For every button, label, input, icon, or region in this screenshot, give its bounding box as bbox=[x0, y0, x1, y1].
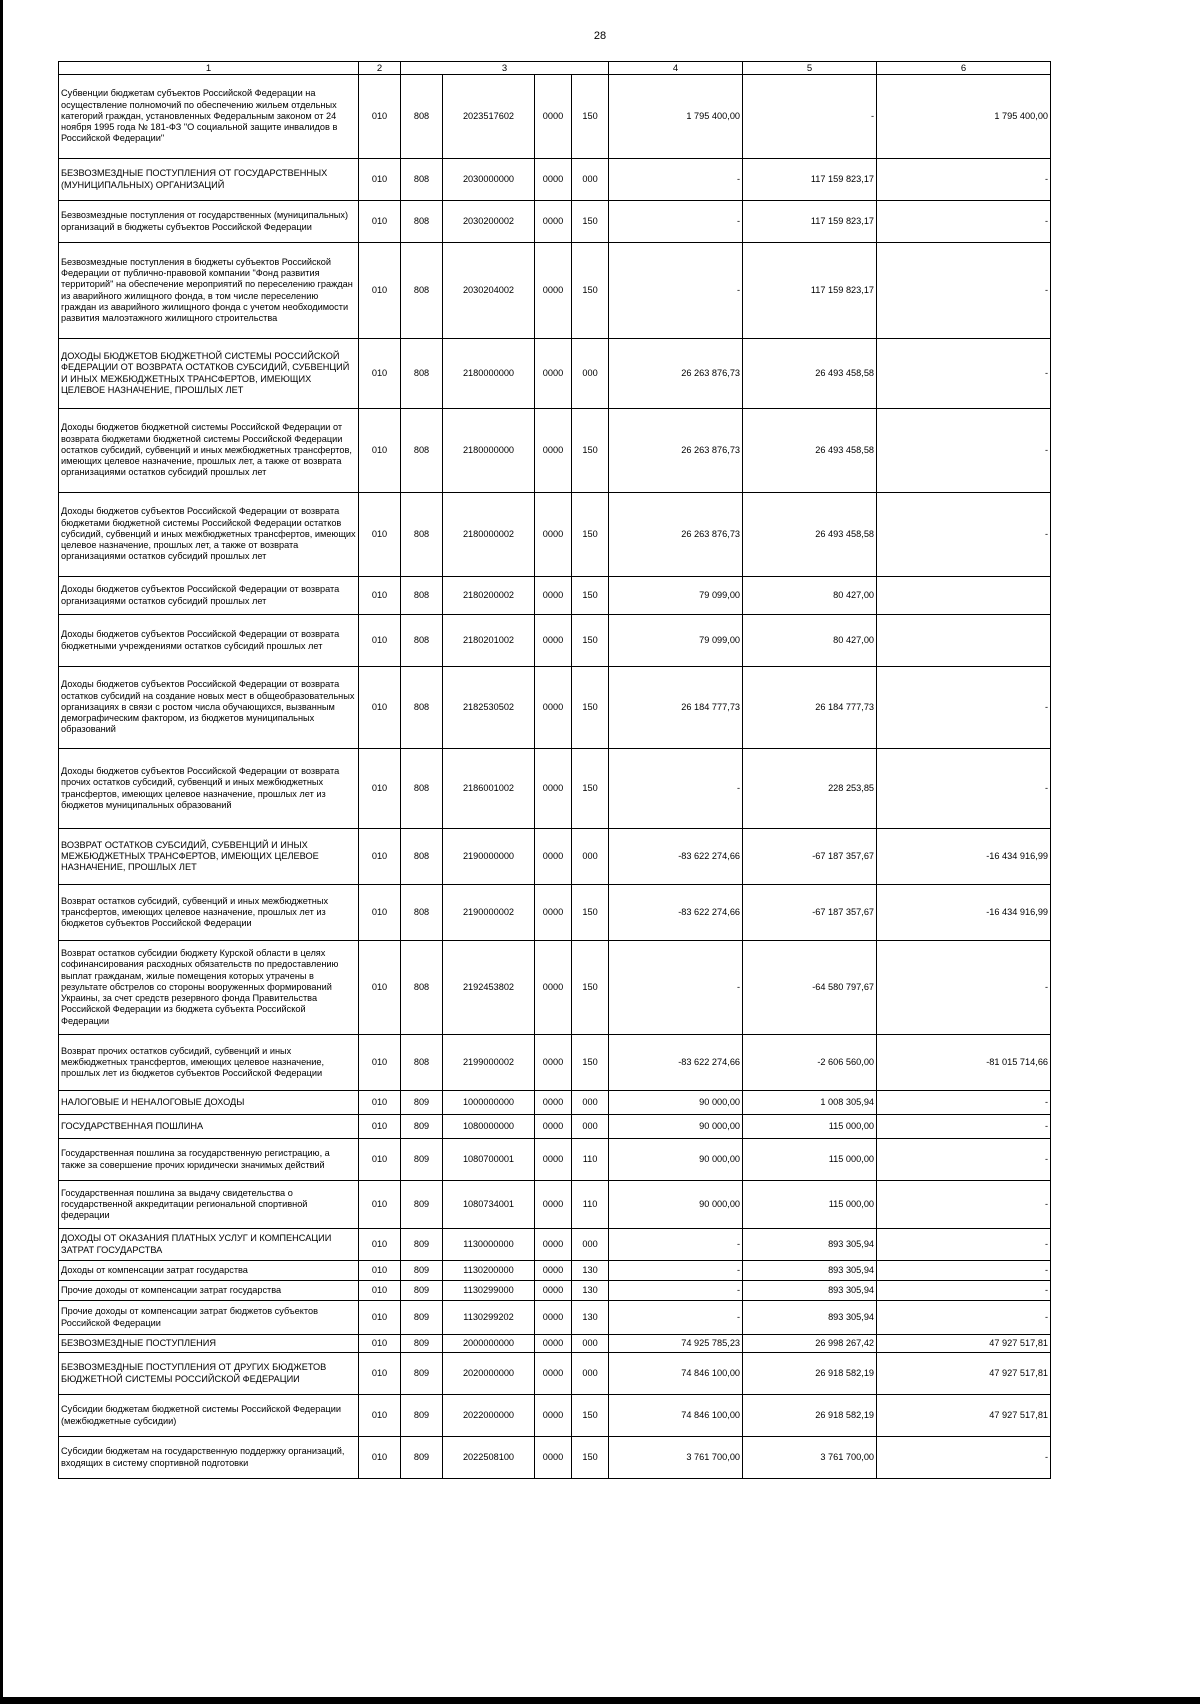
row-code-4: 0000 bbox=[535, 885, 572, 941]
row-code-4: 0000 bbox=[535, 1301, 572, 1335]
row-value-6 bbox=[877, 615, 1051, 667]
row-value-5: 115 000,00 bbox=[743, 1139, 877, 1181]
row-code-3: 2192453802 bbox=[443, 941, 535, 1035]
table-row bbox=[59, 159, 1051, 201]
table-row bbox=[59, 409, 1051, 493]
table-row bbox=[59, 201, 1051, 243]
row-value-5: 115 000,00 bbox=[743, 1181, 877, 1229]
row-description: Безвозмездные поступления от государственных (муниципальных) организаций в бюджеты субъектов Российской Федерации bbox=[59, 201, 359, 243]
row-code-4: 0000 bbox=[535, 243, 572, 339]
row-value-4: 90 000,00 bbox=[609, 1181, 743, 1229]
row-value-4: -83 622 274,66 bbox=[609, 1035, 743, 1091]
row-description: Доходы бюджетов субъектов Российской Федерации от возврата бюджетами бюджетной системы Российской Федерации остатков субсидий, субвенций и иных межбюджетных трансфертов, имеющих целевое назначение, прошлых лет, а также от возврата организациями остатков субсидий прошлых лет bbox=[59, 493, 359, 577]
row-description: НАЛОГОВЫЕ И НЕНАЛОГОВЫЕ ДОХОДЫ bbox=[59, 1091, 359, 1115]
row-value-5: 26 493 458,58 bbox=[743, 409, 877, 493]
row-code-4: 0000 bbox=[535, 1181, 572, 1229]
row-code-5: 150 bbox=[572, 493, 609, 577]
scan-bottom-edge bbox=[0, 1697, 1200, 1704]
row-code-3: 2180000002 bbox=[443, 493, 535, 577]
row-description: БЕЗВОЗМЕЗДНЫЕ ПОСТУПЛЕНИЯ bbox=[59, 1335, 359, 1353]
row-value-6: -16 434 916,99 bbox=[877, 885, 1051, 941]
row-code-2: 808 bbox=[401, 577, 443, 615]
row-code-3: 1080700001 bbox=[443, 1139, 535, 1181]
row-code-5: 150 bbox=[572, 577, 609, 615]
row-code-2: 809 bbox=[401, 1139, 443, 1181]
row-code-5: 150 bbox=[572, 75, 609, 159]
row-value-5: 1 008 305,94 bbox=[743, 1091, 877, 1115]
budget-table bbox=[58, 61, 1051, 1479]
row-code-3: 2030200002 bbox=[443, 201, 535, 243]
row-code-4: 0000 bbox=[535, 1395, 572, 1437]
row-code-3: 2199000002 bbox=[443, 1035, 535, 1091]
table-row bbox=[59, 749, 1051, 829]
row-code-1: 010 bbox=[359, 1281, 401, 1301]
row-value-4: - bbox=[609, 159, 743, 201]
row-value-4: 3 761 700,00 bbox=[609, 1437, 743, 1479]
table-row bbox=[59, 1261, 1051, 1281]
row-code-1: 010 bbox=[359, 1261, 401, 1281]
row-code-2: 808 bbox=[401, 615, 443, 667]
column-header-3: 3 bbox=[401, 62, 609, 75]
row-code-2: 809 bbox=[401, 1395, 443, 1437]
row-value-5: 117 159 823,17 bbox=[743, 201, 877, 243]
row-code-2: 809 bbox=[401, 1181, 443, 1229]
table-row bbox=[59, 1181, 1051, 1229]
row-value-6: - bbox=[877, 201, 1051, 243]
row-code-1: 010 bbox=[359, 1139, 401, 1181]
table-row bbox=[59, 1139, 1051, 1181]
row-value-6: - bbox=[877, 1229, 1051, 1261]
row-value-5: -2 606 560,00 bbox=[743, 1035, 877, 1091]
row-value-5: 26 918 582,19 bbox=[743, 1353, 877, 1395]
row-value-4: 26 263 876,73 bbox=[609, 339, 743, 409]
row-code-3: 1080734001 bbox=[443, 1181, 535, 1229]
row-description: Государственная пошлина за выдачу свидетельства о государственной аккредитации региональной спортивной федерации bbox=[59, 1181, 359, 1229]
row-code-1: 010 bbox=[359, 1035, 401, 1091]
row-code-2: 808 bbox=[401, 493, 443, 577]
row-code-2: 808 bbox=[401, 1035, 443, 1091]
row-value-4: 90 000,00 bbox=[609, 1091, 743, 1115]
row-value-4: - bbox=[609, 1261, 743, 1281]
row-code-4: 0000 bbox=[535, 1139, 572, 1181]
row-value-5: 26 493 458,58 bbox=[743, 493, 877, 577]
row-code-4: 0000 bbox=[535, 829, 572, 885]
row-value-6: - bbox=[877, 339, 1051, 409]
row-description: ДОХОДЫ ОТ ОКАЗАНИЯ ПЛАТНЫХ УСЛУГ И КОМПЕНСАЦИИ ЗАТРАТ ГОСУДАРСТВА bbox=[59, 1229, 359, 1261]
row-value-5: 893 305,94 bbox=[743, 1261, 877, 1281]
row-code-1: 010 bbox=[359, 1353, 401, 1395]
column-header-4: 4 bbox=[609, 62, 743, 75]
row-value-6: - bbox=[877, 941, 1051, 1035]
row-code-3: 2180000000 bbox=[443, 339, 535, 409]
row-value-5: -64 580 797,67 bbox=[743, 941, 877, 1035]
row-code-5: 110 bbox=[572, 1181, 609, 1229]
row-code-5: 150 bbox=[572, 1395, 609, 1437]
row-value-6: - bbox=[877, 1281, 1051, 1301]
table-row bbox=[59, 615, 1051, 667]
row-description: Государственная пошлина за государственную регистрацию, а также за совершение прочих юридически значимых действий bbox=[59, 1139, 359, 1181]
table-row bbox=[59, 75, 1051, 159]
row-code-5: 000 bbox=[572, 159, 609, 201]
row-value-4: 74 925 785,23 bbox=[609, 1335, 743, 1353]
row-code-3: 2030000000 bbox=[443, 159, 535, 201]
row-value-5: 26 493 458,58 bbox=[743, 339, 877, 409]
row-code-3: 2022508100 bbox=[443, 1437, 535, 1479]
row-code-1: 010 bbox=[359, 159, 401, 201]
row-value-6: - bbox=[877, 159, 1051, 201]
row-code-1: 010 bbox=[359, 1229, 401, 1261]
row-code-1: 010 bbox=[359, 1395, 401, 1437]
row-code-5: 130 bbox=[572, 1301, 609, 1335]
row-value-6: - bbox=[877, 493, 1051, 577]
row-value-5: 893 305,94 bbox=[743, 1301, 877, 1335]
row-code-4: 0000 bbox=[535, 1035, 572, 1091]
column-header-6: 6 bbox=[877, 62, 1051, 75]
table-row bbox=[59, 1035, 1051, 1091]
row-code-2: 809 bbox=[401, 1261, 443, 1281]
row-code-4: 0000 bbox=[535, 1437, 572, 1479]
row-code-5: 150 bbox=[572, 941, 609, 1035]
row-value-6: - bbox=[877, 1115, 1051, 1139]
column-header-1: 1 bbox=[59, 62, 359, 75]
row-code-4: 0000 bbox=[535, 1335, 572, 1353]
row-description: Субсидии бюджетам бюджетной системы Российской Федерации (межбюджетные субсидии) bbox=[59, 1395, 359, 1437]
row-code-2: 808 bbox=[401, 243, 443, 339]
row-value-6: -16 434 916,99 bbox=[877, 829, 1051, 885]
row-value-5: 893 305,94 bbox=[743, 1229, 877, 1261]
row-code-5: 150 bbox=[572, 409, 609, 493]
row-value-6: 47 927 517,81 bbox=[877, 1335, 1051, 1353]
row-code-2: 809 bbox=[401, 1091, 443, 1115]
row-code-2: 809 bbox=[401, 1229, 443, 1261]
row-value-5: 117 159 823,17 bbox=[743, 243, 877, 339]
row-code-4: 0000 bbox=[535, 1281, 572, 1301]
row-value-5: 26 998 267,42 bbox=[743, 1335, 877, 1353]
row-code-4: 0000 bbox=[535, 493, 572, 577]
row-value-5: -67 187 357,67 bbox=[743, 829, 877, 885]
table-row bbox=[59, 885, 1051, 941]
row-value-4: - bbox=[609, 941, 743, 1035]
row-code-2: 808 bbox=[401, 409, 443, 493]
table-row bbox=[59, 1335, 1051, 1353]
row-code-1: 010 bbox=[359, 667, 401, 749]
row-code-5: 150 bbox=[572, 885, 609, 941]
row-code-3: 2023517602 bbox=[443, 75, 535, 159]
row-value-6: 47 927 517,81 bbox=[877, 1395, 1051, 1437]
row-value-5: - bbox=[743, 75, 877, 159]
column-header-2: 2 bbox=[359, 62, 401, 75]
row-description: Возврат остатков субсидий, субвенций и иных межбюджетных трансфертов, имеющих целевое назначение, прошлых лет из бюджетов субъектов Российской Федерации bbox=[59, 885, 359, 941]
row-code-2: 809 bbox=[401, 1335, 443, 1353]
row-value-4: - bbox=[609, 1281, 743, 1301]
row-code-4: 0000 bbox=[535, 339, 572, 409]
row-code-4: 0000 bbox=[535, 1353, 572, 1395]
row-code-1: 010 bbox=[359, 885, 401, 941]
row-code-4: 0000 bbox=[535, 1261, 572, 1281]
row-code-4: 0000 bbox=[535, 201, 572, 243]
row-code-2: 808 bbox=[401, 667, 443, 749]
row-value-4: 79 099,00 bbox=[609, 615, 743, 667]
row-value-6: - bbox=[877, 1091, 1051, 1115]
row-code-5: 150 bbox=[572, 1035, 609, 1091]
row-value-6: - bbox=[877, 1261, 1051, 1281]
row-description: Доходы бюджетов субъектов Российской Федерации от возврата организациями остатков субсидий прошлых лет bbox=[59, 577, 359, 615]
table-row bbox=[59, 1115, 1051, 1139]
row-code-2: 808 bbox=[401, 339, 443, 409]
table-row bbox=[59, 1229, 1051, 1261]
row-code-1: 010 bbox=[359, 1335, 401, 1353]
row-code-3: 1130299000 bbox=[443, 1281, 535, 1301]
row-code-3: 2180200002 bbox=[443, 577, 535, 615]
row-value-6: - bbox=[877, 667, 1051, 749]
row-description: Субсидии бюджетам на государственную поддержку организаций, входящих в систему спортивной подготовки bbox=[59, 1437, 359, 1479]
table-row bbox=[59, 1437, 1051, 1479]
row-value-4: 90 000,00 bbox=[609, 1115, 743, 1139]
row-description: Субвенции бюджетам субъектов Российской Федерации на осуществление полномочий по обеспечению жильем отдельных категорий граждан, установленных Федеральным законом от 24 ноября 1995 года № 181-ФЗ "О социальной защите инвалидов в Российской Федерации" bbox=[59, 75, 359, 159]
row-code-2: 808 bbox=[401, 829, 443, 885]
page-number: 28 bbox=[593, 30, 607, 42]
row-code-3: 2190000000 bbox=[443, 829, 535, 885]
row-code-5: 150 bbox=[572, 243, 609, 339]
row-code-5: 000 bbox=[572, 1115, 609, 1139]
row-code-4: 0000 bbox=[535, 159, 572, 201]
row-code-5: 000 bbox=[572, 1229, 609, 1261]
row-code-5: 150 bbox=[572, 667, 609, 749]
row-value-4: -83 622 274,66 bbox=[609, 885, 743, 941]
row-value-6: - bbox=[877, 1181, 1051, 1229]
row-code-4: 0000 bbox=[535, 615, 572, 667]
row-value-5: 80 427,00 bbox=[743, 577, 877, 615]
table-row bbox=[59, 1091, 1051, 1115]
row-value-6: - bbox=[877, 1139, 1051, 1181]
row-description: Прочие доходы от компенсации затрат государства bbox=[59, 1281, 359, 1301]
row-code-1: 010 bbox=[359, 1437, 401, 1479]
row-value-4: - bbox=[609, 243, 743, 339]
row-code-2: 808 bbox=[401, 201, 443, 243]
row-code-5: 130 bbox=[572, 1261, 609, 1281]
row-code-2: 808 bbox=[401, 941, 443, 1035]
row-value-5: 26 918 582,19 bbox=[743, 1395, 877, 1437]
table-row bbox=[59, 577, 1051, 615]
table-body bbox=[59, 75, 1051, 1479]
table-row bbox=[59, 1395, 1051, 1437]
row-code-1: 010 bbox=[359, 339, 401, 409]
row-code-3: 2180201002 bbox=[443, 615, 535, 667]
row-value-4: 26 263 876,73 bbox=[609, 493, 743, 577]
row-code-3: 2182530502 bbox=[443, 667, 535, 749]
row-code-1: 010 bbox=[359, 829, 401, 885]
row-value-4: 90 000,00 bbox=[609, 1139, 743, 1181]
row-description: БЕЗВОЗМЕЗДНЫЕ ПОСТУПЛЕНИЯ ОТ ДРУГИХ БЮДЖЕТОВ БЮДЖЕТНОЙ СИСТЕМЫ РОССИЙСКОЙ ФЕДЕРАЦИИ bbox=[59, 1353, 359, 1395]
row-code-1: 010 bbox=[359, 749, 401, 829]
row-value-6: - bbox=[877, 409, 1051, 493]
row-code-4: 0000 bbox=[535, 667, 572, 749]
row-value-4: 1 795 400,00 bbox=[609, 75, 743, 159]
row-code-3: 2186001002 bbox=[443, 749, 535, 829]
table-row bbox=[59, 339, 1051, 409]
row-value-4: - bbox=[609, 1301, 743, 1335]
row-code-3: 1130200000 bbox=[443, 1261, 535, 1281]
row-value-4: - bbox=[609, 1229, 743, 1261]
row-value-4: 74 846 100,00 bbox=[609, 1395, 743, 1437]
row-code-4: 0000 bbox=[535, 1115, 572, 1139]
row-code-2: 809 bbox=[401, 1301, 443, 1335]
table-row bbox=[59, 493, 1051, 577]
row-value-4: 26 263 876,73 bbox=[609, 409, 743, 493]
row-code-4: 0000 bbox=[535, 409, 572, 493]
row-code-5: 000 bbox=[572, 1335, 609, 1353]
row-value-6: -81 015 714,66 bbox=[877, 1035, 1051, 1091]
row-value-5: 228 253,85 bbox=[743, 749, 877, 829]
row-code-1: 010 bbox=[359, 941, 401, 1035]
row-description: Доходы бюджетов субъектов Российской Федерации от возврата бюджетными учреждениями остатков субсидий прошлых лет bbox=[59, 615, 359, 667]
row-code-1: 010 bbox=[359, 409, 401, 493]
row-code-2: 808 bbox=[401, 75, 443, 159]
row-value-4: 74 846 100,00 bbox=[609, 1353, 743, 1395]
row-description: БЕЗВОЗМЕЗДНЫЕ ПОСТУПЛЕНИЯ ОТ ГОСУДАРСТВЕННЫХ (МУНИЦИПАЛЬНЫХ) ОРГАНИЗАЦИЙ bbox=[59, 159, 359, 201]
row-value-6: 47 927 517,81 bbox=[877, 1353, 1051, 1395]
row-description: Доходы бюджетов субъектов Российской Федерации от возврата прочих остатков субсидий, субвенций и иных межбюджетных трансфертов, имеющих целевое назначение, прошлых лет из бюджетов муниципальных образований bbox=[59, 749, 359, 829]
row-description: Доходы от компенсации затрат государства bbox=[59, 1261, 359, 1281]
table-row bbox=[59, 1353, 1051, 1395]
row-value-5: 80 427,00 bbox=[743, 615, 877, 667]
row-value-5: -67 187 357,67 bbox=[743, 885, 877, 941]
row-code-1: 010 bbox=[359, 1115, 401, 1139]
row-code-3: 1000000000 bbox=[443, 1091, 535, 1115]
row-description: ГОСУДАРСТВЕННАЯ ПОШЛИНА bbox=[59, 1115, 359, 1139]
row-description: Возврат остатков субсидии бюджету Курской области в целях софинансирования расходных обязательств по предоставлению выплат гражданам, жилые помещения которых утрачены в результате обстрелов со стороны вооруженных формирований Украины, за счет средств резервного фонда Правительства Российской Федерации из бюджета субъекта Российской Федерации bbox=[59, 941, 359, 1035]
row-code-5: 000 bbox=[572, 1353, 609, 1395]
row-value-4: 79 099,00 bbox=[609, 577, 743, 615]
table-header-row bbox=[59, 62, 1051, 75]
column-header-5: 5 bbox=[743, 62, 877, 75]
row-code-1: 010 bbox=[359, 243, 401, 339]
row-description: Прочие доходы от компенсации затрат бюджетов субъектов Российской Федерации bbox=[59, 1301, 359, 1335]
row-code-4: 0000 bbox=[535, 1229, 572, 1261]
row-code-3: 2020000000 bbox=[443, 1353, 535, 1395]
row-code-1: 010 bbox=[359, 615, 401, 667]
row-code-4: 0000 bbox=[535, 75, 572, 159]
row-code-3: 1130299202 bbox=[443, 1301, 535, 1335]
row-code-5: 110 bbox=[572, 1139, 609, 1181]
table-row bbox=[59, 667, 1051, 749]
row-code-5: 000 bbox=[572, 829, 609, 885]
table-row bbox=[59, 829, 1051, 885]
row-code-5: 150 bbox=[572, 615, 609, 667]
row-code-1: 010 bbox=[359, 1301, 401, 1335]
row-value-4: - bbox=[609, 749, 743, 829]
row-value-5: 115 000,00 bbox=[743, 1115, 877, 1139]
row-description: Возврат прочих остатков субсидий, субвенций и иных межбюджетных трансфертов, имеющих целевое назначение, прошлых лет из бюджетов субъектов Российской Федерации bbox=[59, 1035, 359, 1091]
row-value-6 bbox=[877, 577, 1051, 615]
row-code-5: 130 bbox=[572, 1281, 609, 1301]
table-row bbox=[59, 1281, 1051, 1301]
row-code-1: 010 bbox=[359, 1181, 401, 1229]
row-value-5: 26 184 777,73 bbox=[743, 667, 877, 749]
row-value-6: 1 795 400,00 bbox=[877, 75, 1051, 159]
table-row bbox=[59, 243, 1051, 339]
row-code-1: 010 bbox=[359, 1091, 401, 1115]
row-code-5: 000 bbox=[572, 339, 609, 409]
row-value-5: 117 159 823,17 bbox=[743, 159, 877, 201]
row-code-2: 809 bbox=[401, 1281, 443, 1301]
row-value-5: 3 761 700,00 bbox=[743, 1437, 877, 1479]
row-code-2: 808 bbox=[401, 749, 443, 829]
row-code-4: 0000 bbox=[535, 1091, 572, 1115]
row-description: Безвозмездные поступления в бюджеты субъектов Российской Федерации от публично-правовой компании "Фонд развития территорий" на обеспечение мероприятий по переселению граждан из аварийного жилищного фонда, в том числе переселению граждан из аварийного жилищного фонда с учетом необходимости развития малоэтажного жилищного строительства bbox=[59, 243, 359, 339]
scan-left-edge bbox=[0, 0, 3, 1704]
row-code-3: 2030204002 bbox=[443, 243, 535, 339]
row-code-4: 0000 bbox=[535, 577, 572, 615]
table-row bbox=[59, 1301, 1051, 1335]
row-value-6: - bbox=[877, 1437, 1051, 1479]
row-code-3: 2180000000 bbox=[443, 409, 535, 493]
row-description: Доходы бюджетов бюджетной системы Российской Федерации от возврата бюджетами бюджетной системы Российской Федерации остатков субсидий, субвенций и иных межбюджетных трансфертов, имеющих целевое назначение, прошлых лет, а также от возврата организациями остатков субсидий прошлых лет bbox=[59, 409, 359, 493]
row-code-4: 0000 bbox=[535, 749, 572, 829]
row-value-6: - bbox=[877, 243, 1051, 339]
row-value-4: - bbox=[609, 201, 743, 243]
row-code-3: 2000000000 bbox=[443, 1335, 535, 1353]
row-code-2: 809 bbox=[401, 1437, 443, 1479]
row-code-5: 150 bbox=[572, 1437, 609, 1479]
row-description: ВОЗВРАТ ОСТАТКОВ СУБСИДИЙ, СУБВЕНЦИЙ И ИНЫХ МЕЖБЮДЖЕТНЫХ ТРАНСФЕРТОВ, ИМЕЮЩИХ ЦЕЛЕВОЕ НАЗНАЧЕНИЕ, ПРОШЛЫХ ЛЕТ bbox=[59, 829, 359, 885]
row-code-2: 809 bbox=[401, 1353, 443, 1395]
row-code-1: 010 bbox=[359, 493, 401, 577]
row-code-5: 150 bbox=[572, 749, 609, 829]
table-row bbox=[59, 941, 1051, 1035]
row-code-2: 809 bbox=[401, 1115, 443, 1139]
row-value-6: - bbox=[877, 749, 1051, 829]
row-value-4: 26 184 777,73 bbox=[609, 667, 743, 749]
row-value-6: - bbox=[877, 1301, 1051, 1335]
row-description: Доходы бюджетов субъектов Российской Федерации от возврата остатков субсидий на создание новых мест в общеобразовательных организациях в связи с ростом числа обучающихся, вызванным демографическим фактором, из бюджетов муниципальных образований bbox=[59, 667, 359, 749]
row-code-3: 2022000000 bbox=[443, 1395, 535, 1437]
row-value-4: -83 622 274,66 bbox=[609, 829, 743, 885]
row-code-1: 010 bbox=[359, 75, 401, 159]
row-code-3: 1080000000 bbox=[443, 1115, 535, 1139]
row-code-4: 0000 bbox=[535, 941, 572, 1035]
row-code-5: 000 bbox=[572, 1091, 609, 1115]
row-code-1: 010 bbox=[359, 201, 401, 243]
row-code-3: 2190000002 bbox=[443, 885, 535, 941]
row-code-1: 010 bbox=[359, 577, 401, 615]
row-code-5: 150 bbox=[572, 201, 609, 243]
row-code-2: 808 bbox=[401, 159, 443, 201]
row-code-3: 1130000000 bbox=[443, 1229, 535, 1261]
row-value-5: 893 305,94 bbox=[743, 1281, 877, 1301]
row-code-2: 808 bbox=[401, 885, 443, 941]
row-description: ДОХОДЫ БЮДЖЕТОВ БЮДЖЕТНОЙ СИСТЕМЫ РОССИЙСКОЙ ФЕДЕРАЦИИ ОТ ВОЗВРАТА ОСТАТКОВ СУБСИДИЙ, СУБВЕНЦИЙ И ИНЫХ МЕЖБЮДЖЕТНЫХ ТРАНСФЕРТОВ, ИМЕЮЩИХ ЦЕЛЕВОЕ НАЗНАЧЕНИЕ, ПРОШЛЫХ ЛЕТ bbox=[59, 339, 359, 409]
